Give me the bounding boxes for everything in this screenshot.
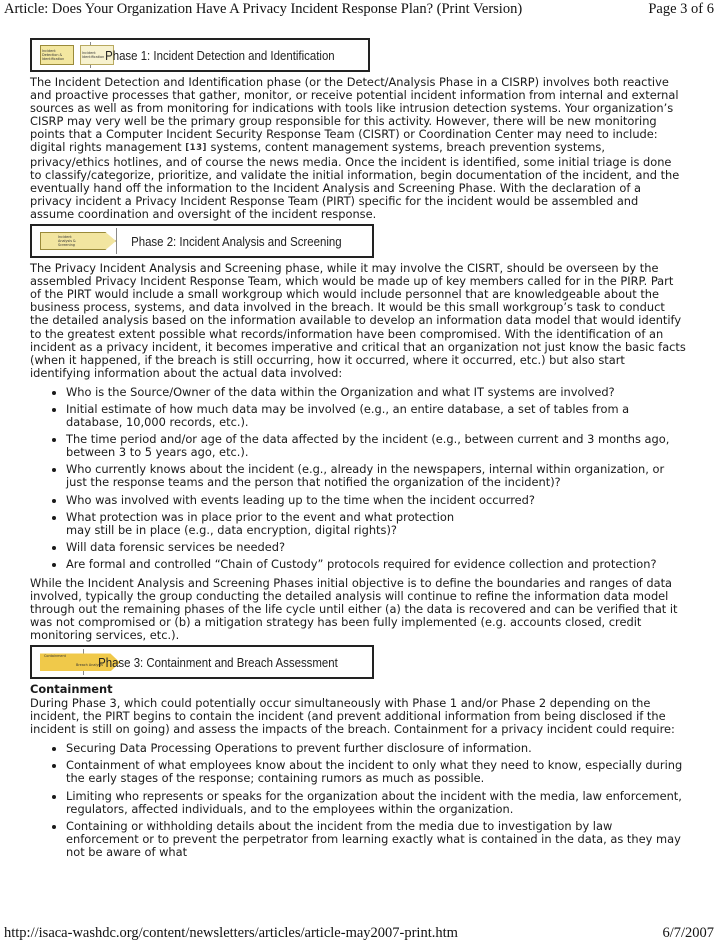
phase1-paragraph: The Incident Detection and Identification phase (or the Detect/Analysis Phase in a CISRP) involves both reactive and proactive processes that gather, monitor, or receive potential incident information from internal and external sources as well as from monitoring for indications with tools like intrusion detection systems. Your organization’s CISRP may very well be the primary group responsible for this activity. However, there will be new monitoring points that a Computer Incident Security Response Team (CISRT) or Coordination Center may need to include: digital rights management [13] systems, content management systems, breach prevention systems, privacy/ethics hotlines, and of course the news media. Once the incident is identified, some initial triage is done to classify/categorize, prioritize, and validate the initial information, begin documentation of the incident, and the eventually hand off the information to the Incident Analysis and Screening Phase. With the declaration of a privacy incident a Privacy Incident Response Team (PIRT) specific for the incident would be assembled and assume coordination and oversight of the incident response. bbox=[30, 75, 680, 221]
containment-heading: Containment bbox=[30, 682, 113, 697]
reference-link[interactable]: [13] bbox=[185, 143, 207, 154]
phase3-diagram-thumbnail: Containment Breach Analysis bbox=[36, 649, 84, 675]
list-item: • Containing or withholding details about the incident from the media due to investigation by law enforcement or to prevent the perpetrator from learning exactly what is contained in the data, as they may not be aware of what bbox=[66, 820, 686, 859]
print-header bbox=[4, 1, 714, 18]
phase1-diagram-thumbnail: Incident Detection & Identification Incident Identification bbox=[36, 42, 91, 68]
list-item: • Will data forensic services be needed? bbox=[66, 541, 686, 554]
list-item: • Who was involved with events leading up to the time when the incident occurred? bbox=[66, 494, 686, 507]
article-title: Article: Does Your Organization Have A Privacy Incident Response Plan? (Print Version) bbox=[4, 1, 523, 17]
phase2-paragraph: The Privacy Incident Analysis and Screening phase, while it may involve the CISRT, should be overseen by the assembled Privacy Incident Response Team, which would be made up of key members called for in the PIRP. Part of the PIRT would include a small workgroup which would include personnel that are knowledgeable about the business process, systems, and data involved in the breach. It would be this small workgroup’s task to conduct the detailed analysis based on the information available to develop an information data model that would identify to the greatest extent possible what records/information have been compromised. With the identification of an incident as a privacy incident, it becomes imperative and critical that an organization not just know the basic facts (when it happened, if the breach is still occurring, how it occurred, where it occurred, etc.) but also start identifying information about the actual data involved: bbox=[30, 261, 686, 380]
phase1-banner bbox=[30, 38, 370, 72]
list-item: • The time period and/or age of the data affected by the incident (e.g., between current and 3 months ago, between 3 to 5 years ago, etc.). bbox=[66, 433, 686, 459]
page-url: http://isaca-washdc.org/content/newsletters/articles/article-may2007-print.htm bbox=[4, 925, 458, 941]
list-item: • Limiting who represents or speaks for the organization about the incident with the media, law enforcement, regulators, affected individuals, and to the employees within the organization. bbox=[66, 790, 686, 816]
phase2-title: Phase 2: Incident Analysis and Screening bbox=[130, 233, 342, 249]
phase2-banner bbox=[30, 224, 374, 258]
list-item: • Securing Data Processing Operations to prevent further disclosure of information. bbox=[66, 742, 686, 755]
phase3-banner bbox=[30, 645, 374, 679]
phase3-paragraph: During Phase 3, which could potentially occur simultaneously with Phase 1 and/or Phase 2 depending on the incident, the PIRT begins to contain the incident (and prevent additional information from being disclosed if the incident is still on going) and assess the impacts of the breach. Containment for a privacy incident could require: bbox=[30, 695, 675, 737]
list-item: • Containment of what employees know about the incident to only what they need to know, especially during the early stages of the response; containing rumors as much as possible. bbox=[66, 759, 686, 785]
phase3-title: Phase 3: Containment and Breach Assessment bbox=[97, 654, 338, 670]
page-number: Page 3 of 6 bbox=[648, 1, 714, 17]
phase3-bullet-list bbox=[30, 742, 686, 859]
list-item: • Initial estimate of how much data may be involved (e.g., an entire database, a set of tables from a database, 10,000 records, etc.). bbox=[66, 403, 686, 429]
phase2-bullet-list bbox=[30, 386, 686, 571]
list-item: • What protection was in place prior to the event and what protection may still be in place (e.g., data encryption, digital rights)? bbox=[66, 511, 686, 537]
list-item: • Who currently knows about the incident (e.g., already in the newspapers, internal within organization, or just the response teams and the person that notified the organization of the incident)? bbox=[66, 463, 686, 489]
phase2-closing-paragraph: While the Incident Analysis and Screening Phases initial objective is to define the boundaries and ranges of data involved, typically the group conducting the detailed analysis will continue to refine the information data model through out the remaining phases of the life cycle until either (a) the data is recovered and can be verified that it was not compromised or (b) a mitigation strategy has been fully implemented (e.g. accounts closed, credit monitoring services, etc.). bbox=[30, 576, 678, 643]
article-body bbox=[30, 38, 686, 865]
list-item: • Who is the Source/Owner of the data within the Organization and what IT systems are involved? bbox=[66, 386, 686, 399]
print-footer bbox=[4, 925, 714, 942]
phase1-title: Phase 1: Incident Detection and Identification bbox=[105, 47, 335, 63]
phase2-diagram-thumbnail: Incident Analysis & Screening bbox=[36, 228, 117, 254]
print-date: 6/7/2007 bbox=[662, 925, 714, 941]
list-item: • Are formal and controlled “Chain of Custody” protocols required for evidence collection and protection? bbox=[66, 558, 686, 571]
